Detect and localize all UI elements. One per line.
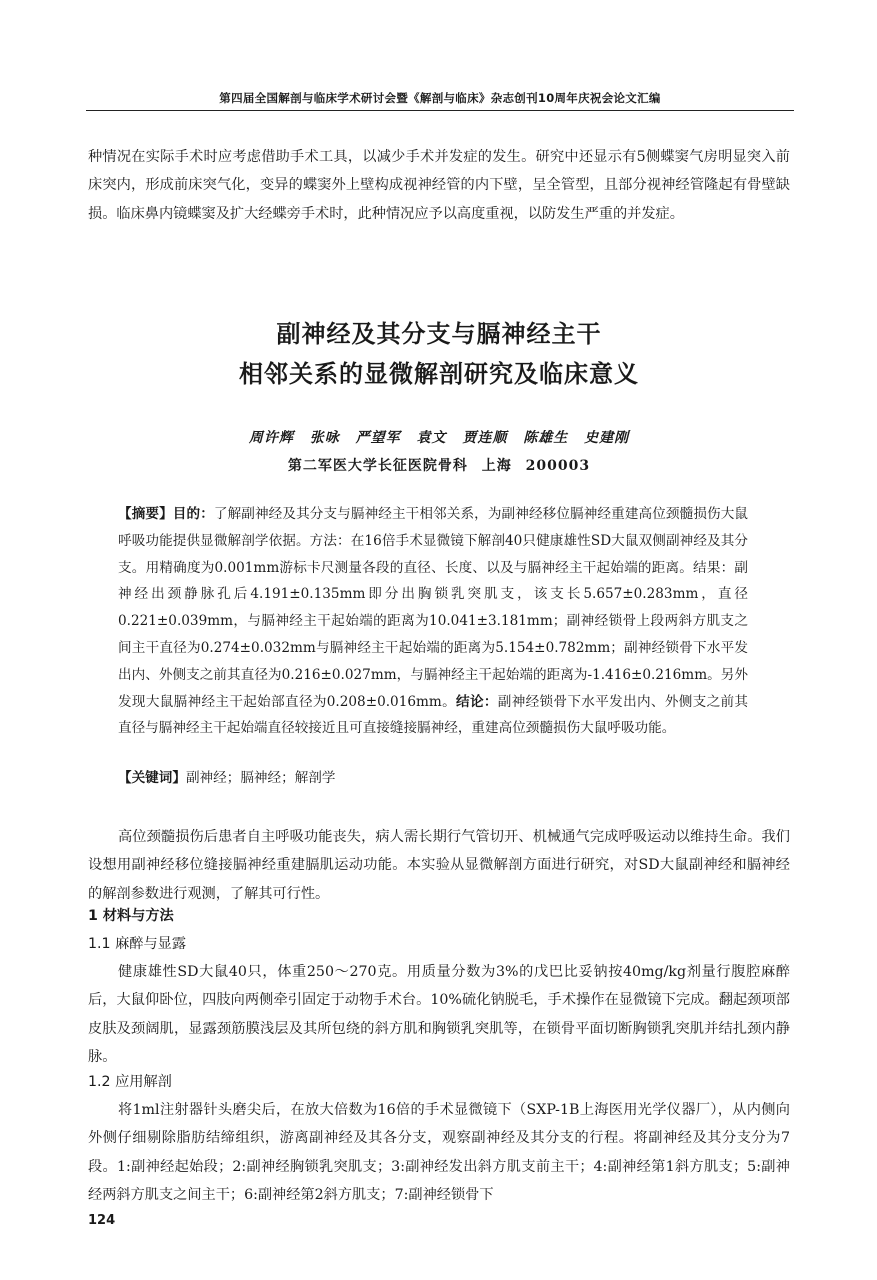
running-header: 第四届全国解剖与临床学术研讨会暨《解剖与临床》杂志创刊10周年庆祝会论文汇编 (219, 91, 661, 105)
subsection-heading-1-1: 1.1 麻醉与显露 (88, 936, 187, 952)
keywords-label: 【关键词】 (118, 770, 186, 786)
abstract (118, 501, 748, 742)
abstract-text: 了解副神经及其分支与膈神经主干相邻关系，为副神经移位膈神经重建高位颈髓损伤大鼠呼吸功能提供显微解剖学依据。方法：在16倍手术显微镜下解剖40只健康雄性SD大鼠双侧副神经及其分支。用精确度为0.001mm游标卡尺测量各段的直径、长度、以及与膈神经主干起始端的距离。结果：副神经出颈静脉孔后4.191±0.135mm即分出胸锁乳突肌支，该支长5.657±0.283mm，直径0.221±0.039mm，与膈神经主干起始端的距离为10.041±3.181mm；副神经锁骨上段两斜方肌支之间主干直径为0.274±0.032mm与膈神经主干起始端的距离为5.154±0.782mm；副神经锁骨下水平发出内、外侧支之前其直径为0.216±0.027mm，与膈神经主干起始端的距离为-1.416±0.216mm。另外发现大鼠膈神经主干起始部直径为0.208±0.016mm。 (118, 506, 749, 710)
article-title-line-2: 相邻关系的显微解剖研究及临床意义 (239, 360, 639, 388)
keywords (118, 765, 748, 792)
abstract-conclusion: 副神经锁骨下水平发出内、外侧支之前其直径与膈神经主干起始端直径较接近且可直接缝接膈神经，重建高位颈髓损伤大鼠呼吸功能。 (118, 693, 749, 737)
subsection-heading-1-2: 1.2 应用解剖 (88, 1074, 172, 1090)
article-title-line-1: 副神经及其分支与膈神经主干 (276, 320, 602, 348)
abstract-objective-label: 目的： (172, 506, 214, 522)
section-heading-1: 1 材料与方法 (88, 908, 174, 924)
abstract-conclusion-label: 结论： (456, 693, 498, 710)
header-rule (86, 110, 794, 111)
intro-paragraph: 种情况在实际手术时应考虑借助手术工具，以减少手术并发症的发生。研究中还显示有5侧蝶窦气房明显突入前床突内，形成前床突气化，变异的蝶窦外上壁构成视神经管的内下壁，呈全管型，且部分视神经管隆起有骨壁缺损。临床鼻内镜蝶窦及扩大经蝶旁手术时，此种情况应予以高度重视，以防发生严重的并发症。 (88, 149, 790, 222)
author-list: 周许辉 张咏 严望军 袁文 贾连顺 陈雄生 史建刚 (248, 430, 630, 446)
body-paragraph-3: 将1ml注射器针头磨尖后，在放大倍数为16倍的手术显微镜下（SXP-1B上海医用光学仪器厂），从内侧向外侧仔细剔除脂肪结缔组织，游离副神经及其各分支，观察副神经及其分支的行程。将副神经及其分支分为7段。1:副神经起始段；2:副神经胸锁乳突肌支；3:副神经发出斜方肌支前主干；4:副神经第1斜方肌支；5:副神经两斜方肌支之间主干；6:副神经第2斜方肌支；7:副神经锁骨下 (88, 1102, 790, 1204)
body-paragraph-1: 高位颈髓损伤后患者自主呼吸功能丧失，病人需长期行气管切开、机械通气完成呼吸运动以维持生命。我们设想用副神经移位缝接膈神经重建膈肌运动功能。本实验从显微解剖方面进行研究，对SD大鼠副神经和膈神经的解剖参数进行观测，了解其可行性。 (88, 829, 790, 902)
page-number: 124 (88, 1213, 116, 1228)
keywords-text: 副神经；膈神经；解剖学 (185, 770, 336, 786)
body-paragraph-2: 健康雄性SD大鼠40只，体重250～270克。用质量分数为3%的戊巴比妥钠按40mg/kg剂量行腹腔麻醉后，大鼠仰卧位，四肢向两侧牵引固定于动物手术台。10%硫化钠脱毛，手术操作在显微镜下完成。翻起颈项部皮肤及颈阔肌，显露颈筋膜浅层及其所包绕的斜方肌和胸锁乳突肌等，在锁骨平面切断胸锁乳突肌并结扎颈内静脉。 (88, 964, 790, 1066)
affiliation: 第二军医大学长征医院骨科 上海 200003 (287, 458, 591, 474)
abstract-label: 【摘要】 (118, 506, 173, 522)
